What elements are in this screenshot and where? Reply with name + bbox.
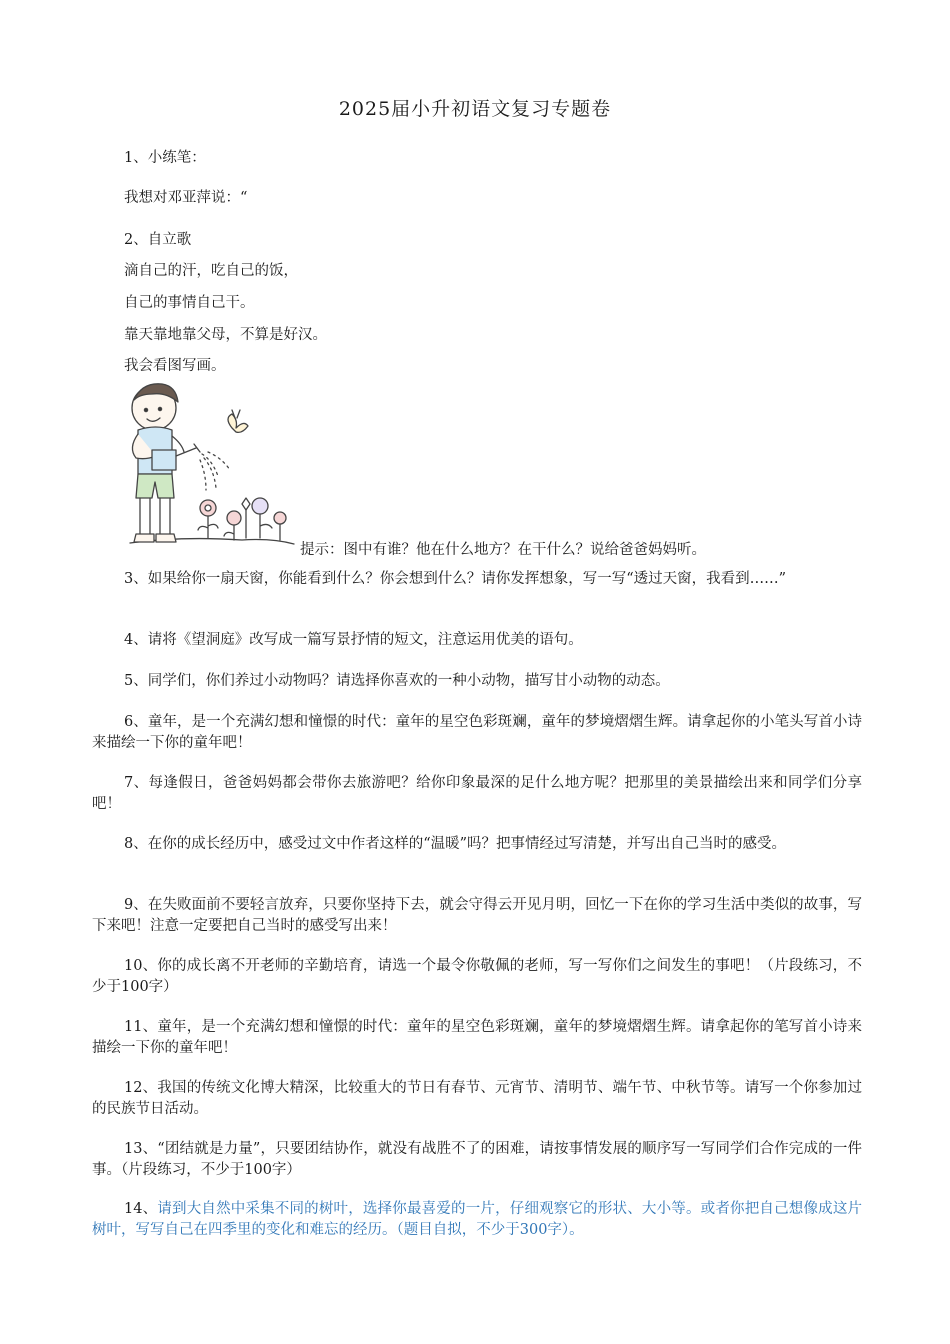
q2-label: 2、自立歌 (124, 232, 192, 248)
question-7: 7、每逢假日，爸爸妈妈都会带你去旅游吧？给你印象最深的足什么地方呢？把那里的美景描绘出来和同学们分享吧！ (92, 775, 862, 812)
question-4: 4、请将《望洞庭》改写成一篇写景抒情的短文，注意运用优美的语句。 (124, 632, 583, 648)
question-12: 12、我国的传统文化博大精深，比较重大的节日有春节、元宵节、清明节、端午节、中秋节等。请写一个你参加过的民族节日活动。 (92, 1080, 862, 1117)
poem-line-2: 自己的事情自己干。 (124, 295, 255, 311)
question-9: 9、在失败面前不要轻言放弃，只要你坚持下去，就会守得云开见月明，回忆一下在你的学习生活中类似的故事，写下来吧！注意一定要把自己当时的感受写出来！ (92, 897, 862, 934)
boy-watering-flowers-illustration (122, 378, 298, 554)
q1-text: 我想对邓亚萍说：“ (124, 190, 248, 206)
q1-label: 1、小练笔： (124, 150, 206, 166)
poem-line-1: 滴自己的汗，吃自己的饭， (124, 263, 298, 279)
picture-prompt: 我会看图写画。 (124, 358, 226, 374)
question-14-body: 请到大自然中采集不同的树叶，选择你最喜爱的一片，仔细观察它的形状、大小等。或者你把自己想像成这片树叶，写写自己在四季里的变化和难忘的经历。（题目自拟，不少于300字）。 (92, 1201, 863, 1238)
question-5: 5、同学们，你们养过小动物吗？请选择你喜欢的一种小动物，描写甘小动物的动态。 (124, 673, 670, 689)
question-8: 8、在你的成长经历中，感受过文中作者这样的“温暖”吗？把事情经过写清楚，并写出自己当时的感受。 (124, 836, 787, 852)
question-14-number: 14、 (124, 1201, 158, 1217)
question-10: 10、你的成长离不开老师的辛勤培育，请选一个最令你敬佩的老师，写一写你们之间发生的事吧！（片段练习，不少于100字） (92, 958, 862, 995)
question-6: 6、童年，是一个充满幻想和憧憬的时代：童年的星空色彩斑斓，童年的梦境熠熠生辉。请拿起你的小笔头写首小诗来描绘一下你的童年吧！ (92, 714, 862, 751)
question-11: 11、童年，是一个充满幻想和憧憬的时代：童年的星空色彩斑斓，童年的梦境熠熠生辉。请拿起你的笔写首小诗来描绘一下你的童年吧！ (92, 1019, 862, 1056)
poem-line-3: 靠天靠地靠父母，不算是好汉。 (124, 327, 327, 343)
question-3: 3、如果给你一扇天窗，你能看到什么？你会想到什么？请你发挥想象，写一写“透过天窗，我看到……” (124, 571, 787, 587)
question-14 (92, 1199, 862, 1241)
picture-hint: 提示：图中有谁？他在什么地方？在干什么？说给爸爸妈妈听。 (300, 542, 706, 558)
page-title: 2025届小升初语文复习专题卷 (338, 98, 612, 120)
question-13: 13、“团结就是力量”，只要团结协作，就没有战胜不了的困难，请按事情发展的顺序写一写同学们合作完成的一件事。（片段练习，不少于100字） (92, 1141, 862, 1178)
